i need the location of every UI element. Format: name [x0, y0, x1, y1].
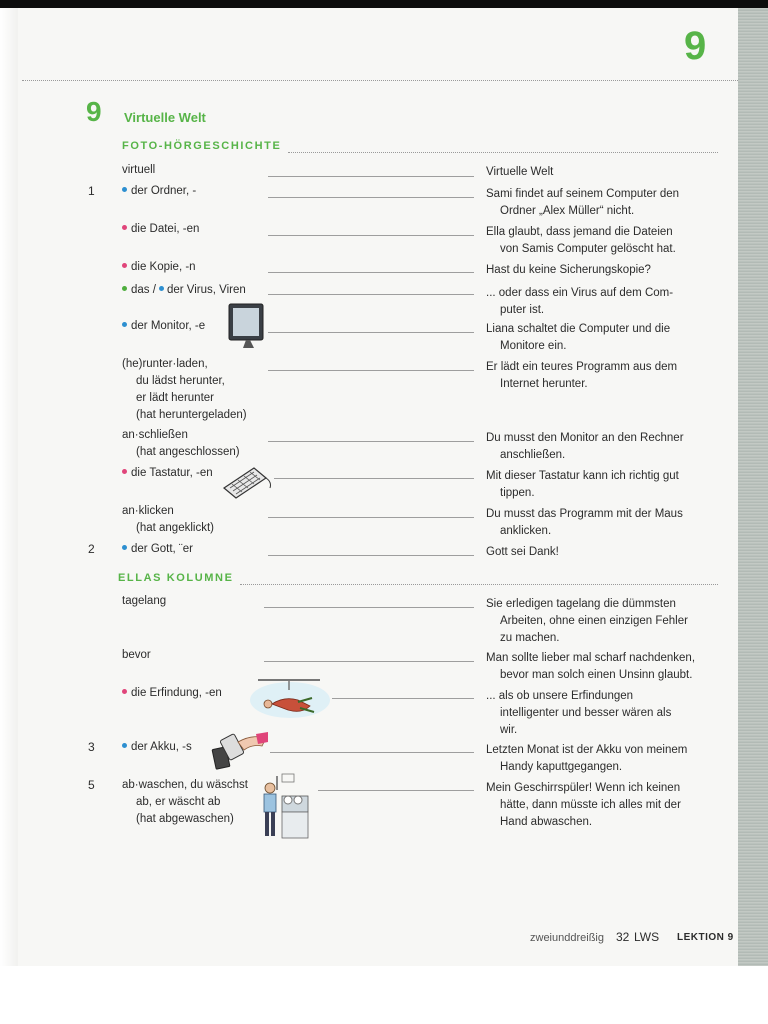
sentence-line: Liana schaltet die Computer und die	[486, 323, 671, 335]
answer-line[interactable]	[268, 555, 474, 556]
example-sentence	[486, 186, 726, 220]
vocab-term	[122, 465, 213, 482]
term-text: er lädt herunter	[136, 392, 214, 404]
section-rule-column	[240, 584, 718, 585]
sentence-line: anklicken.	[500, 525, 552, 537]
sentence-line: Mit dieser Tastatur kann ich richtig gut	[486, 470, 679, 482]
term-text: (hat heruntergeladen)	[136, 409, 247, 421]
vocab-term	[122, 183, 196, 200]
term-text: das /	[131, 284, 156, 296]
example-sentence	[486, 164, 726, 181]
section-rule-photo	[288, 152, 718, 153]
term-text: (hat angeschlossen)	[136, 446, 240, 458]
sentence-line: ... als ob unsere Erfindungen	[486, 690, 634, 702]
gender-dot-masculine	[122, 743, 127, 748]
term-text: bevor	[122, 649, 151, 661]
term-text: die Erfindung, -en	[131, 687, 222, 699]
answer-line[interactable]	[264, 607, 474, 608]
gender-dot-feminine	[122, 225, 127, 230]
sentence-line: ... oder dass ein Virus auf dem Com-	[486, 287, 674, 299]
answer-line[interactable]	[332, 698, 474, 699]
example-sentence	[486, 321, 726, 355]
answer-line[interactable]	[268, 370, 474, 371]
sentence-line: Gott sei Dank!	[486, 546, 559, 558]
sentence-line: Hand abwaschen.	[500, 816, 593, 828]
sentence-line: wir.	[500, 724, 518, 736]
header-rule	[22, 80, 738, 81]
sentence-line: Sami findet auf seinem Computer den	[486, 188, 680, 200]
answer-line[interactable]	[268, 332, 474, 333]
example-sentence	[486, 285, 726, 319]
footer-page-number: 32	[616, 930, 630, 944]
term-text: ab, er wäscht ab	[136, 796, 221, 808]
sentence-line: Ordner „Alex Müller“ nicht.	[500, 205, 635, 217]
example-sentence	[486, 468, 726, 502]
term-text: (he)runter·laden,	[122, 358, 208, 370]
answer-line[interactable]	[274, 478, 474, 479]
sentence-line: Sie erledigen tagelang die dümmsten	[486, 598, 676, 610]
vocab-term	[122, 503, 214, 537]
sentence-line: Hast du keine Sicherungskopie?	[486, 264, 651, 276]
example-sentence	[486, 742, 726, 776]
sentence-line: Ella glaubt, dass jemand die Dateien	[486, 226, 673, 238]
answer-line[interactable]	[318, 790, 474, 791]
exercise-number: 5	[88, 778, 95, 792]
sentence-line: zu machen.	[500, 632, 560, 644]
term-text: die Kopie, -n	[131, 261, 196, 273]
sentence-line: Monitore ein.	[500, 340, 567, 352]
vocab-term	[122, 739, 192, 756]
term-text: an·schließen	[122, 429, 188, 441]
example-sentence	[486, 688, 726, 739]
phone-battery-illustration	[208, 728, 270, 772]
vocab-term	[122, 356, 247, 424]
answer-line[interactable]	[268, 197, 474, 198]
term-text: du lädst herunter,	[136, 375, 225, 387]
sentence-line: intelligenter und besser wären als	[500, 707, 672, 719]
vocab-term	[122, 647, 151, 664]
sentence-line: Du musst den Monitor an den Rechner	[486, 432, 684, 444]
example-sentence	[486, 544, 726, 561]
exercise-number: 2	[88, 542, 95, 556]
example-sentence	[486, 430, 726, 464]
vocab-term	[122, 777, 248, 828]
sentence-line: bevor man solch einen Unsinn glaubt.	[500, 669, 693, 681]
scan-background	[0, 966, 768, 1024]
footer-book-code: LWS	[634, 930, 660, 944]
answer-line[interactable]	[270, 752, 474, 753]
term-text: der Monitor, -e	[131, 320, 206, 332]
sentence-line: Letzten Monat ist der Akku von meinem	[486, 744, 688, 756]
term-text: an·klicken	[122, 505, 174, 517]
sentence-line: Mein Geschirrspüler! Wenn ich keinen	[486, 782, 681, 794]
term-text: die Tastatur, -en	[131, 467, 213, 479]
answer-line[interactable]	[268, 235, 474, 236]
vocab-term	[122, 541, 193, 558]
example-sentence	[486, 262, 726, 279]
vocab-term	[122, 259, 196, 276]
lesson-title: Virtuelle Welt	[124, 110, 206, 125]
answer-line[interactable]	[264, 661, 474, 662]
example-sentence	[486, 650, 726, 684]
flying-man-illustration	[248, 670, 330, 724]
answer-line[interactable]	[268, 441, 474, 442]
term-text: der Virus, Viren	[166, 284, 246, 296]
page-binding	[0, 8, 18, 966]
sentence-line: Virtuelle Welt	[486, 166, 554, 178]
exercise-number: 3	[88, 740, 95, 754]
term-text: tagelang	[122, 595, 167, 607]
footer-page-word: zweiunddreißig	[530, 932, 604, 944]
term-text: die Datei, -en	[131, 223, 200, 235]
example-sentence	[486, 506, 726, 540]
term-text: der Ordner, -	[131, 185, 197, 197]
gender-dot-neuter	[122, 286, 127, 291]
dishwashing-man-illustration	[256, 772, 314, 842]
term-text: virtuell	[122, 164, 156, 176]
vocab-term	[122, 221, 199, 238]
exercise-number: 1	[88, 184, 95, 198]
sentence-line: von Samis Computer gelöscht hat.	[500, 243, 676, 255]
gender-dot-masculine	[122, 545, 127, 550]
sentence-line: hätte, dann müsste ich alles mit der	[500, 799, 681, 811]
sentence-line: Er lädt ein teures Programm aus dem	[486, 361, 678, 373]
vocab-term	[122, 162, 155, 179]
answer-line[interactable]	[268, 294, 474, 295]
vocab-term	[122, 593, 166, 610]
sentence-line: Internet herunter.	[500, 378, 588, 390]
example-sentence	[486, 780, 726, 831]
gender-dot-feminine	[122, 263, 127, 268]
example-sentence	[486, 224, 726, 258]
term-text: (hat angeklickt)	[136, 522, 214, 534]
vocab-term	[122, 318, 205, 335]
gender-dot-masculine	[122, 322, 127, 327]
gender-dot-masculine	[159, 286, 164, 291]
section-heading-photo: FOTO-HÖRGESCHICHTE	[122, 140, 282, 152]
gender-dot-masculine	[122, 187, 127, 192]
sentence-line: tippen.	[500, 487, 535, 499]
keyboard-illustration	[220, 466, 270, 500]
sentence-line: Arbeiten, ohne einen einzigen Fehler	[500, 615, 688, 627]
sentence-line: Handy kaputtgegangen.	[500, 761, 623, 773]
vocab-term	[122, 282, 246, 299]
term-text: ab·waschen, du wäschst	[122, 779, 248, 791]
example-sentence	[486, 596, 726, 647]
page-edge-strip	[738, 8, 768, 966]
scan-top-border	[0, 0, 768, 8]
gender-dot-feminine	[122, 469, 127, 474]
lesson-number: 9	[86, 96, 102, 127]
answer-line[interactable]	[268, 176, 474, 177]
gender-dot-feminine	[122, 689, 127, 694]
sentence-line: anschließen.	[500, 449, 566, 461]
term-text: (hat abgewaschen)	[136, 813, 234, 825]
chapter-number: 9	[684, 24, 707, 68]
sentence-line: Man sollte lieber mal scharf nachdenken,	[486, 652, 696, 664]
footer-lektion: LEKTION 9	[677, 932, 734, 943]
example-sentence	[486, 359, 726, 393]
section-heading-column: ELLAS KOLUMNE	[118, 572, 234, 584]
answer-line[interactable]	[268, 517, 474, 518]
answer-line[interactable]	[268, 272, 474, 273]
vocab-term	[122, 427, 240, 461]
monitor-illustration	[226, 302, 270, 352]
sentence-line: Du musst das Programm mit der Maus	[486, 508, 683, 520]
sentence-line: puter ist.	[500, 304, 545, 316]
term-text: der Gott, ¨er	[131, 543, 193, 555]
vocab-term	[122, 685, 222, 702]
term-text: der Akku, -s	[131, 741, 192, 753]
